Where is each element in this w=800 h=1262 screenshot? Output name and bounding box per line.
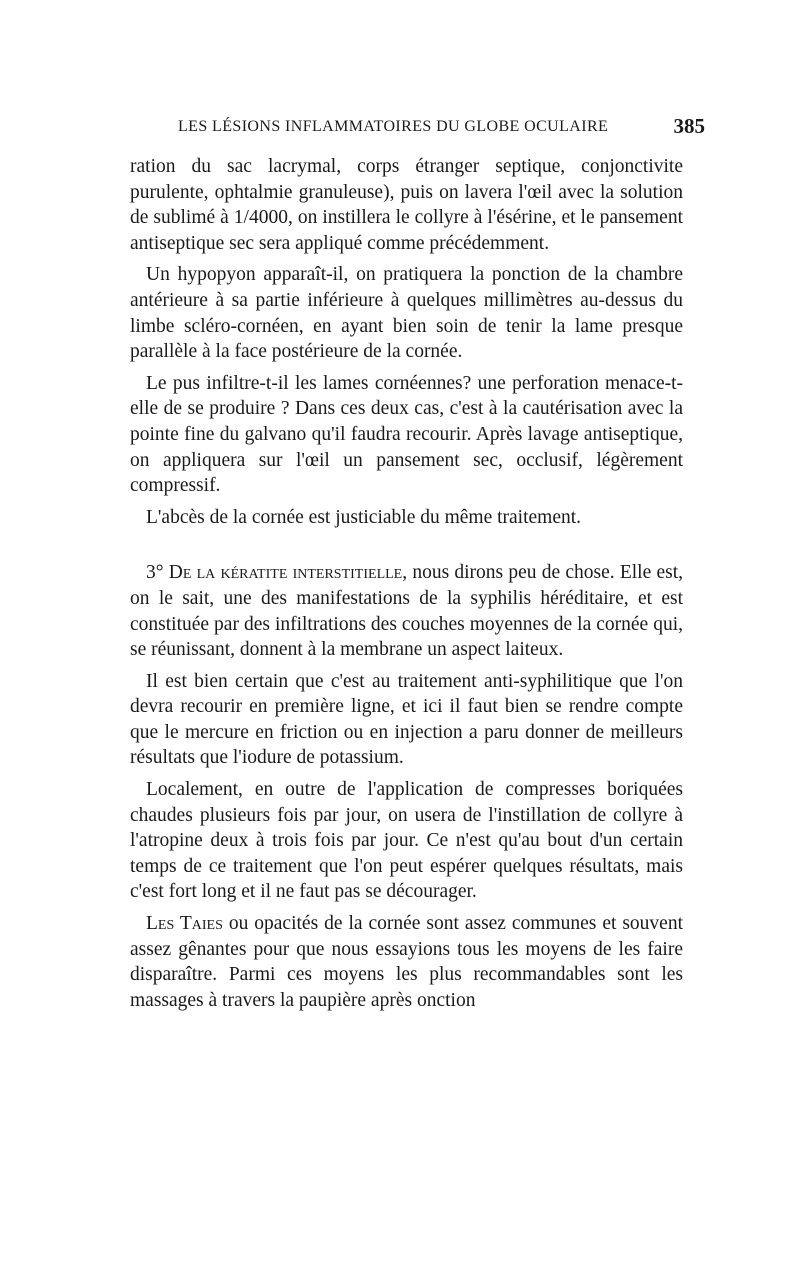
paragraph: L'abcès de la cornée est justiciable du même traitement. <box>146 506 582 528</box>
taies-paragraph <box>130 911 683 1013</box>
section-heading: 3° De la kératite interstitielle, <box>146 562 408 584</box>
section-text: nous dirons peu de chose. Elle est, on le sait, une des manifestations de la syphilis héréditaire, et est constituée par des infiltrations des couches moyennes de la cornée qui, se réunissant, donnent à la membrane un aspect laiteux. <box>130 562 683 661</box>
page-number: 385 <box>673 114 705 138</box>
paragraph: ration du sac lacrymal, corps étranger septique, conjonctivite purulente, ophtalmie granuleuse), puis on lavera l'œil avec la solution de sublimé à 1/4000, on instillera le collyre à l'ésérine, et le pansement antiseptique sec sera appliqué comme précédemment. <box>130 156 683 254</box>
paragraph: Le pus infiltre-t-il les lames cornéennes? une perforation menace-t-elle de se produire ? Dans ces deux cas, c'est à la cautérisation avec la pointe fine du galvano qu'il faudra recourir. Après lavage antiseptique, on appliquera sur l'œil un pansement sec, occlusif, légèrement compressif. <box>130 372 683 497</box>
page-header <box>120 114 705 144</box>
paragraph: Localement, en outre de l'application de compresses boriquées chaudes plusieurs fois par jour, on usera de l'instillation de collyre à l'atropine deux à trois fois par jour. Ce n'est qu'au bout d'un certain temps de ce traitement que l'on peut espérer quelques résultats, mais c'est fort long et il ne faut pas se décourager. <box>130 779 683 903</box>
paragraph: Un hypopyon apparaît-il, on pratiquera la ponction de la chambre antérieure à sa partie inférieure à quelques millimètres au-dessus du limbe scléro-cornéen, en ayant bien soin de tenir la lame presque parallèle à la face postérieure de la cornée. <box>130 264 683 363</box>
body-text <box>130 154 683 1019</box>
paragraph: Il est bien certain que c'est au traitement anti-syphilitique que l'on devra recourir en première ligne, et ici il faut bien se rendre compte que le mercure en friction ou en injection a paru donner de meilleurs résultats que l'iodure de potassium. <box>130 670 683 769</box>
taies-heading: Les Taies <box>146 913 223 935</box>
taies-text: ou opacités de la cornée sont assez communes et souvent assez gênantes pour que nous essayions tous les moyens de les faire disparaître. Parmi ces moyens les plus recommandables sont les massages à travers la paupière après onction <box>130 913 684 1011</box>
running-head: LES LÉSIONS INFLAMMATOIRES DU GLOBE OCULAIRE <box>178 118 609 135</box>
section-paragraph <box>130 560 683 662</box>
